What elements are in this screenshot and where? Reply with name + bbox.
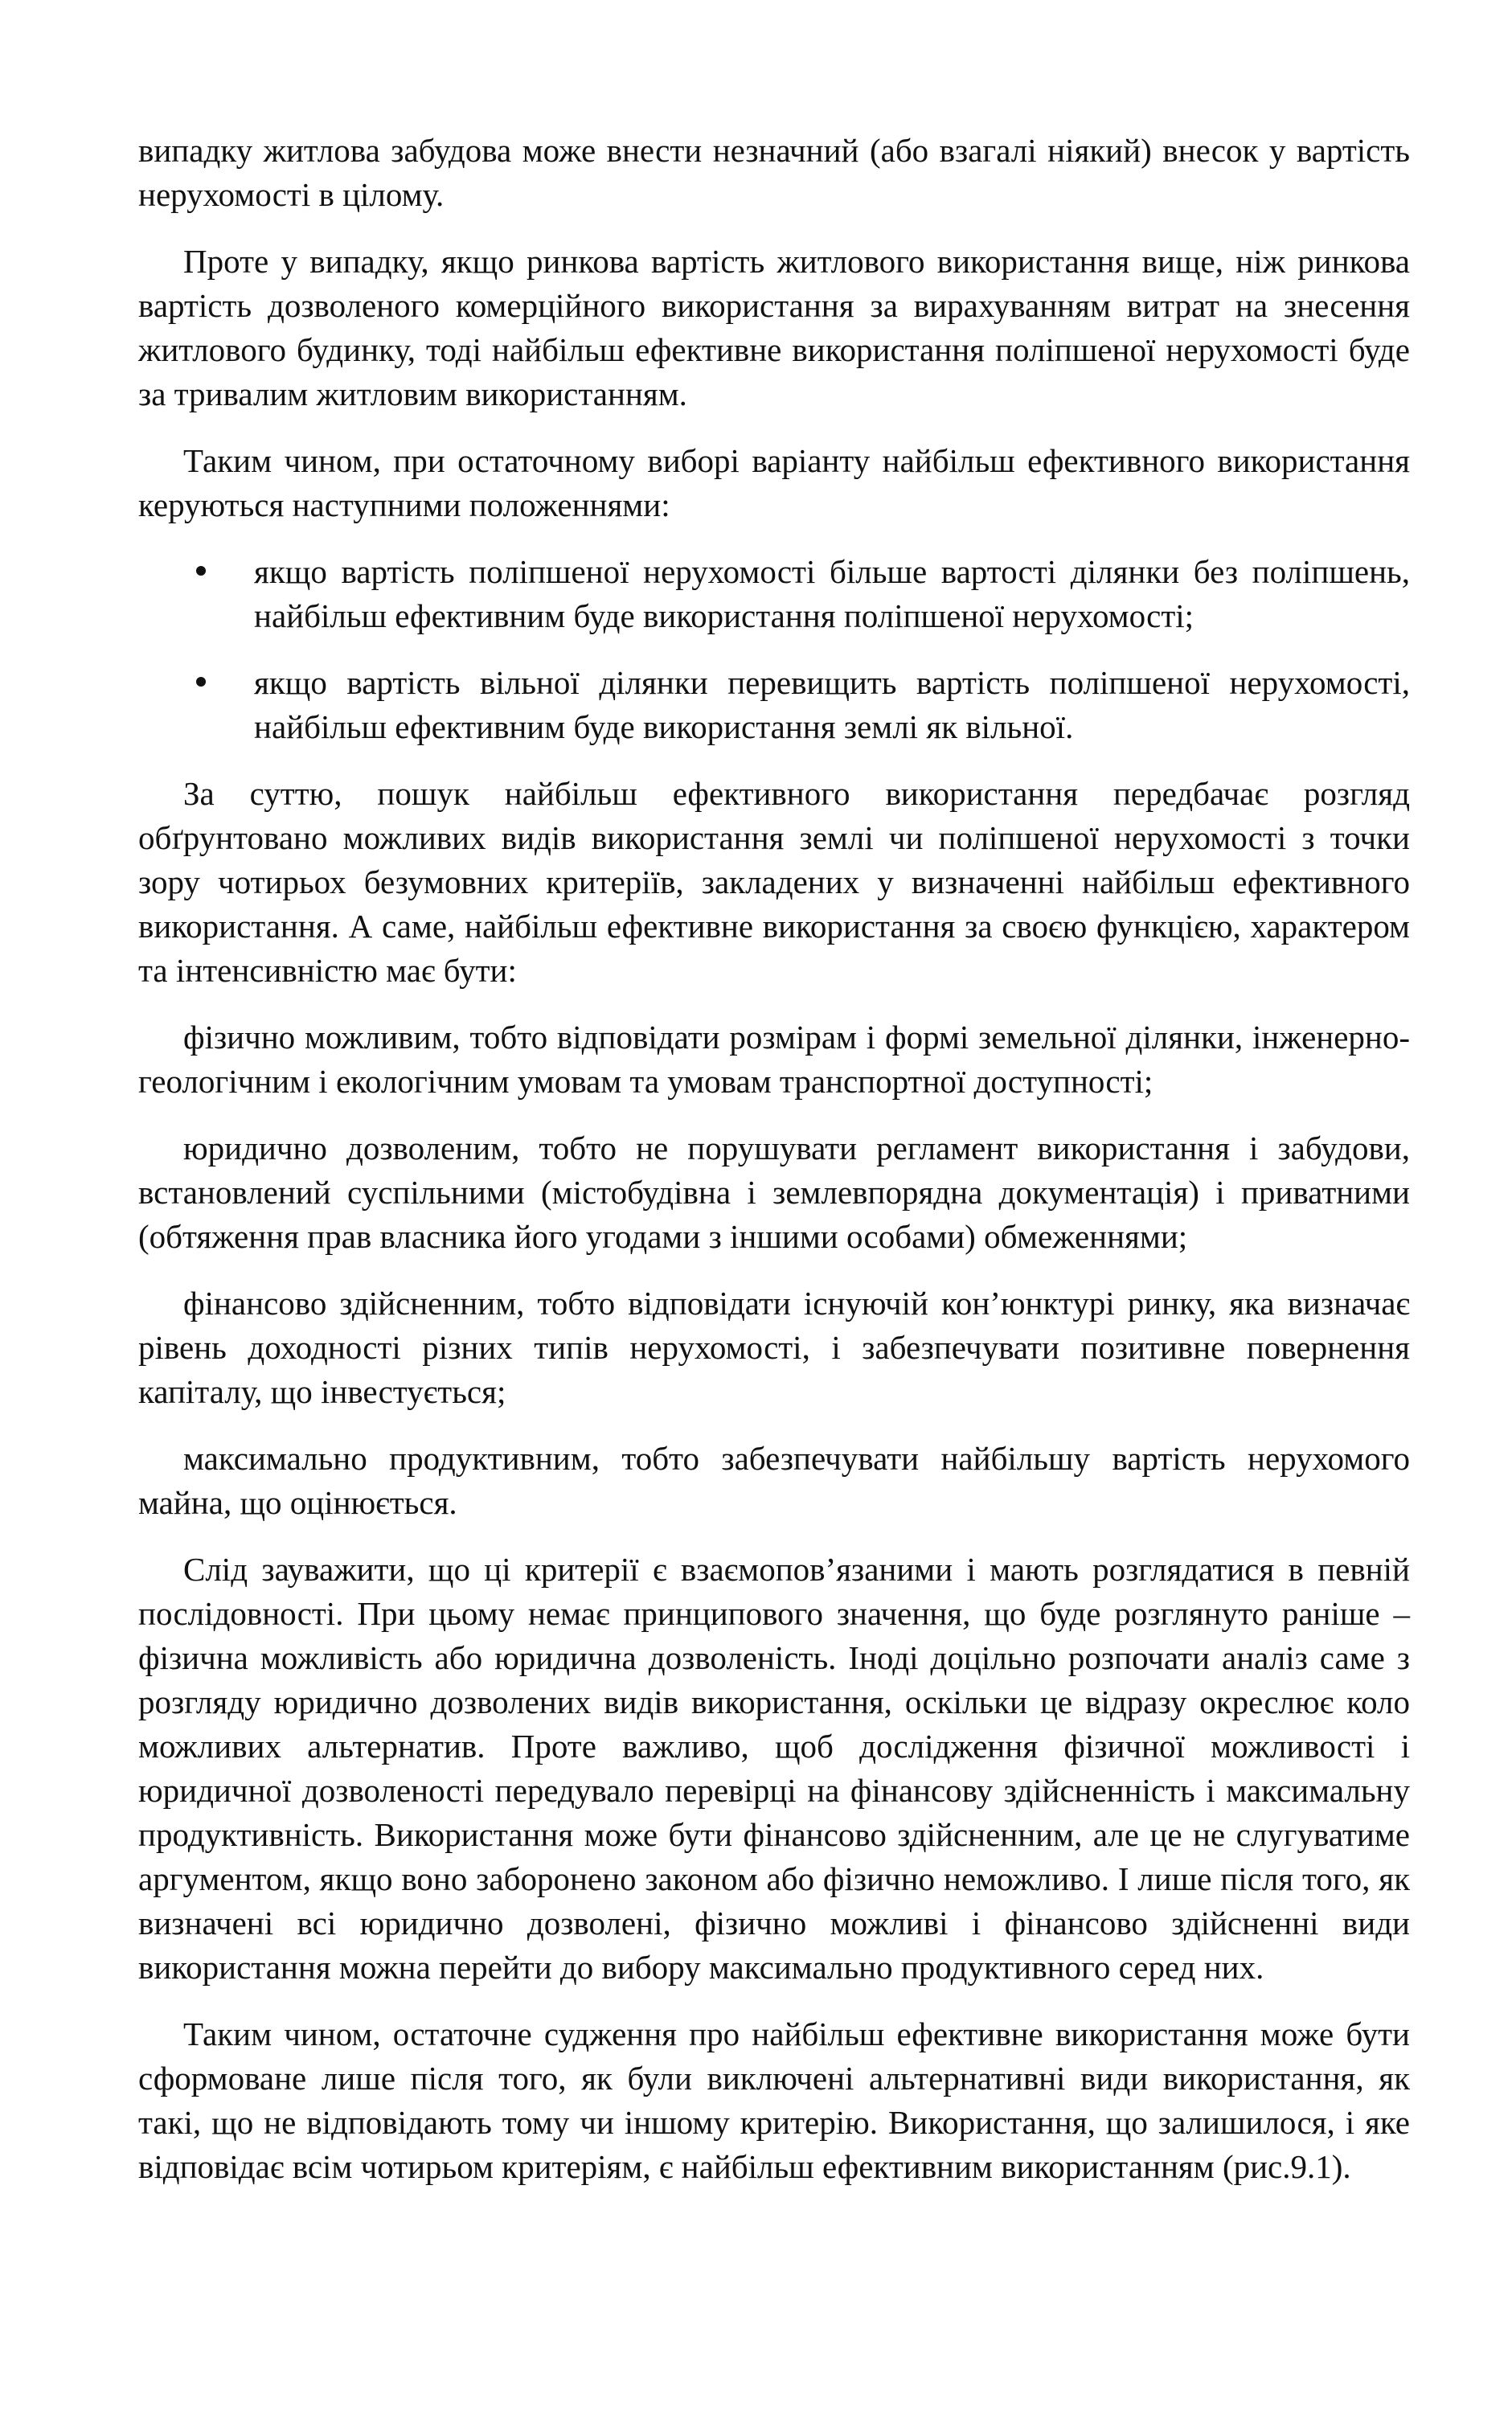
bullet-icon: [196, 677, 206, 687]
list-item: [138, 550, 1410, 638]
bullet-text: якщо вартість вільної ділянки перевищить вартість поліпшеної нерухомості, найбільш ефективним буде використання землі як вільної.: [254, 664, 1410, 745]
paragraph-criterion-physical: фізично можливим, тобто відповідати розмірам і формі земельної ділянки, інженерно-геологічним і екологічним умовам та умовам транспортної доступності;: [138, 1019, 1410, 1100]
paragraph-conclusion: Таким чином, остаточне судження про найбільш ефективне використання може бути сформоване лише після того, як були виключені альтернативні види використання, як такі, що не відповідають тому чи іншому критерію. Використання, що залишилося, і яке відповідає всім чотирьом критеріям, є найбільш ефективним використанням (рис.9.1).: [138, 2015, 1410, 2185]
list-item: [138, 661, 1410, 749]
bullet-icon: [196, 566, 206, 576]
paragraph-criterion-legal: юридично дозволеним, тобто не порушувати регламент використання і забудови, встановлений суспільними (містобудівна і землевпорядна документація) і приватними (обтяження прав власника його угодами з іншими особами) обмеженнями;: [138, 1130, 1410, 1255]
paragraph-final-choice-intro: Таким чином, при остаточному виборі варіанту найбільш ефективного використання керуються наступними положеннями:: [138, 442, 1410, 523]
paragraph-continuation: випадку житлова забудова може внести незначний (або взагалі ніякий) внесок у вартість нерухомості в цілому.: [138, 132, 1410, 213]
document-page: [138, 129, 1410, 2212]
bullet-text: якщо вартість поліпшеної нерухомості більше вартості ділянки без поліпшень, найбільш ефективним буде використання поліпшеної нерухомості;: [254, 553, 1410, 634]
paragraph-criteria-sequence: Слід зауважити, що ці критерії є взаємопов’язаними і мають розглядатися в певній послідовності. При цьому немає принципового значення, що буде розглянуто раніше – фізична можливість або юридична дозволеність. Іноді доцільно розпочати аналіз саме з розгляду юридично дозволених видів використання, оскільки це відразу окреслює коло можливих альтернатив. Проте важливо, щоб дослідження фізичної можливості і юридичної дозволеності передувало перевірці на фінансову здійсненність і максимальну продуктивність. Використання може бути фінансово здійсненним, але це не слугуватиме аргументом, якщо воно заборонено законом або фізично неможливо. І лише після того, як визначені всі юридично дозволені, фізично можливі і фінансово здійсненні види використання можна перейти до вибору максимально продуктивного серед них.: [138, 1551, 1410, 1986]
paragraph-criteria-intro: За суттю, пошук найбільш ефективного використання передбачає розгляд обґрунтовано можливих видів використання землі чи поліпшеної нерухомості з точки зору чотирьох безумовних критеріїв, закладених у визначенні найбільш ефективного використання. А саме, найбільш ефективне використання за своєю функцією, характером та інтенсивністю має бути:: [138, 775, 1410, 989]
bullet-list: [138, 550, 1410, 749]
paragraph-criterion-productive: максимально продуктивним, тобто забезпечувати найбільшу вартість нерухомого майна, що оцінюється.: [138, 1440, 1410, 1521]
paragraph-residential-value: Проте у випадку, якщо ринкова вартість житлового використання вище, ніж ринкова вартість дозволеного комерційного використання за вирахуванням витрат на знесення житлового будинку, тоді найбільш ефективне використання поліпшеної нерухомості буде за тривалим житловим використанням.: [138, 243, 1410, 412]
paragraph-criterion-financial: фінансово здійсненним, тобто відповідати існуючій кон’юнктурі ринку, яка визначає рівень доходності різних типів нерухомості, і забезпечувати позитивне повернення капіталу, що інвестується;: [138, 1285, 1410, 1410]
